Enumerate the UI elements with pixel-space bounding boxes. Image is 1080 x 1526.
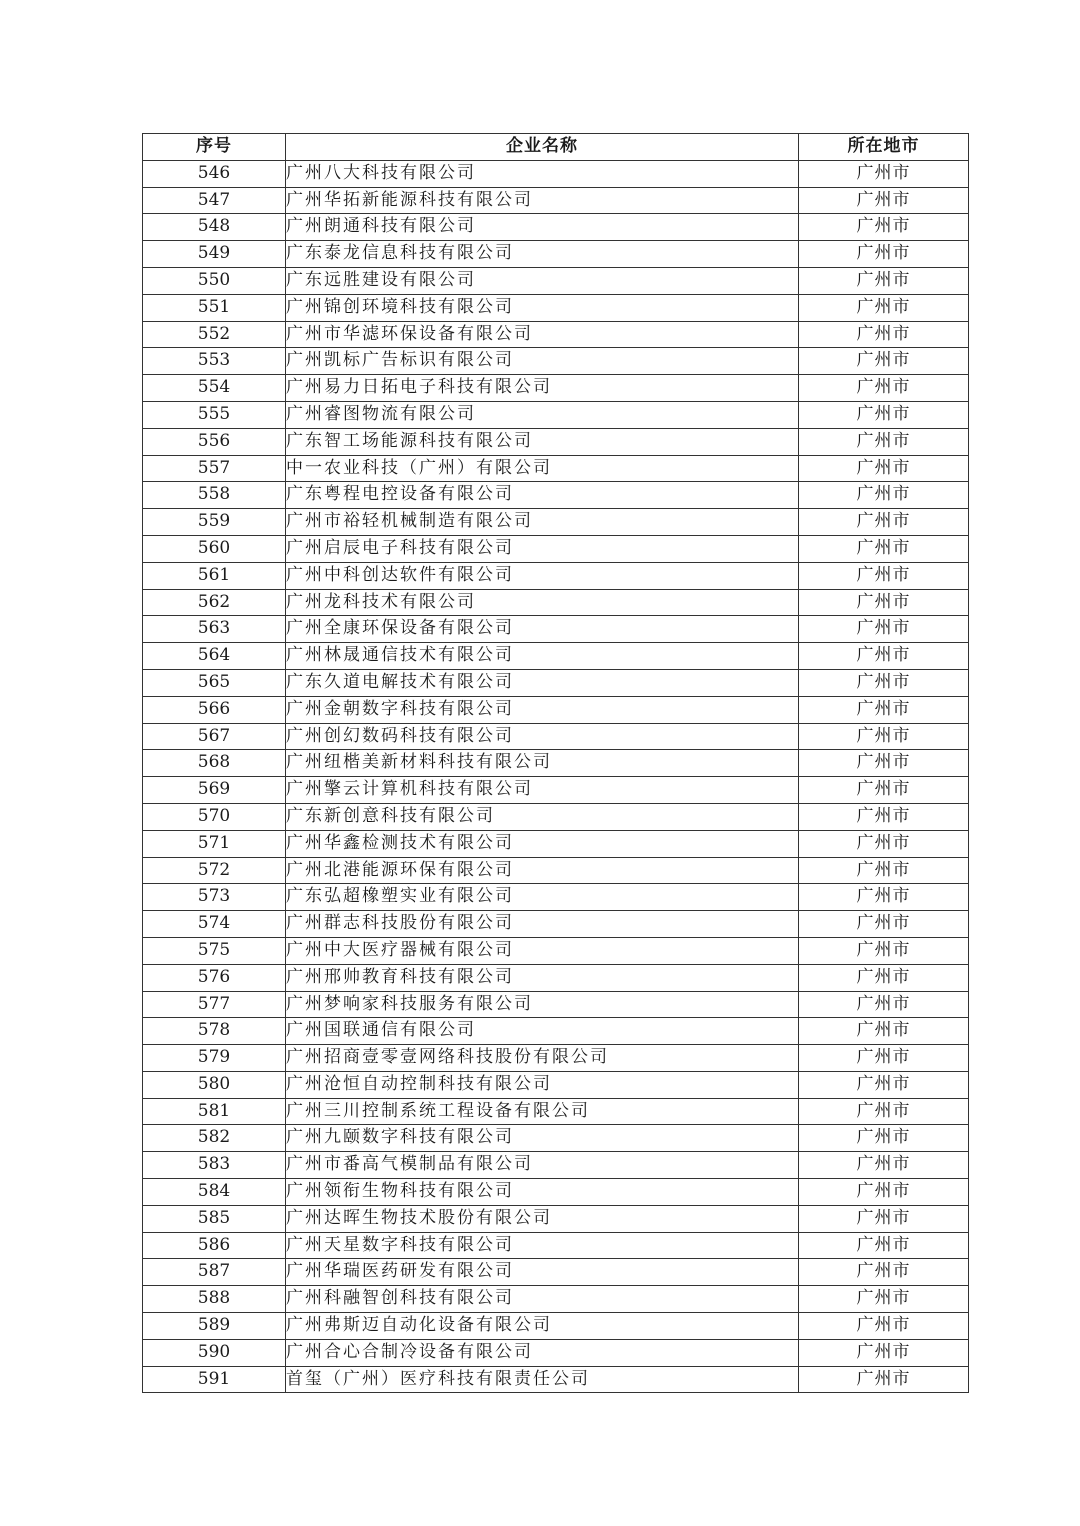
row-company-name-cell: 广州锦创环境科技有限公司: [286, 294, 799, 321]
header-city: 所在地市: [799, 134, 969, 161]
enterprise-table: [142, 133, 969, 1393]
row-city-cell: 广州市: [799, 911, 969, 938]
table-row: [143, 321, 969, 348]
row-company-name-cell: 广东新创意科技有限公司: [286, 803, 799, 830]
row-seq-cell: 561: [143, 562, 286, 589]
row-company-name-cell: 广州金朝数字科技有限公司: [286, 696, 799, 723]
row-company-name-cell: 广州中科创达软件有限公司: [286, 562, 799, 589]
row-seq-cell: 555: [143, 401, 286, 428]
row-seq-cell: 552: [143, 321, 286, 348]
row-company-name-cell: 广州合心合制冷设备有限公司: [286, 1339, 799, 1366]
row-city-cell: 广州市: [799, 1125, 969, 1152]
row-city-cell: 广州市: [799, 187, 969, 214]
row-company-name-cell: 广州沧恒自动控制科技有限公司: [286, 1071, 799, 1098]
table-row: [143, 696, 969, 723]
row-seq-cell: 573: [143, 884, 286, 911]
row-company-name-cell: 广州易力日拓电子科技有限公司: [286, 375, 799, 402]
row-city-cell: 广州市: [799, 160, 969, 187]
row-city-cell: 广州市: [799, 616, 969, 643]
row-city-cell: 广州市: [799, 830, 969, 857]
row-seq-cell: 558: [143, 482, 286, 509]
row-city-cell: 广州市: [799, 669, 969, 696]
row-company-name-cell: 广州邢帅教育科技有限公司: [286, 964, 799, 991]
row-seq-cell: 587: [143, 1259, 286, 1286]
row-city-cell: 广州市: [799, 1098, 969, 1125]
row-company-name-cell: 广州华瑞医药研发有限公司: [286, 1259, 799, 1286]
row-seq-cell: 579: [143, 1045, 286, 1072]
row-seq-cell: 550: [143, 267, 286, 294]
row-seq-cell: 565: [143, 669, 286, 696]
row-company-name-cell: 首玺（广州）医疗科技有限责任公司: [286, 1366, 799, 1393]
row-city-cell: 广州市: [799, 937, 969, 964]
table-row: [143, 1098, 969, 1125]
row-city-cell: 广州市: [799, 348, 969, 375]
row-seq-cell: 583: [143, 1152, 286, 1179]
row-seq-cell: 571: [143, 830, 286, 857]
row-company-name-cell: 广州龙科技术有限公司: [286, 589, 799, 616]
row-company-name-cell: 广东远胜建设有限公司: [286, 267, 799, 294]
row-city-cell: 广州市: [799, 696, 969, 723]
row-company-name-cell: 广州启辰电子科技有限公司: [286, 535, 799, 562]
row-seq-cell: 590: [143, 1339, 286, 1366]
table-row: [143, 1259, 969, 1286]
row-seq-cell: 580: [143, 1071, 286, 1098]
table-body: [143, 160, 969, 1393]
row-seq-cell: 548: [143, 214, 286, 241]
row-company-name-cell: 广州擎云计算机科技有限公司: [286, 777, 799, 804]
row-seq-cell: 546: [143, 160, 286, 187]
row-company-name-cell: 广州北港能源环保有限公司: [286, 857, 799, 884]
table-row: [143, 777, 969, 804]
row-city-cell: 广州市: [799, 857, 969, 884]
row-city-cell: 广州市: [799, 1179, 969, 1206]
header-row: [143, 134, 969, 161]
table-row: [143, 160, 969, 187]
row-seq-cell: 582: [143, 1125, 286, 1152]
table-row: [143, 1071, 969, 1098]
row-city-cell: 广州市: [799, 267, 969, 294]
table-row: [143, 214, 969, 241]
row-seq-cell: 551: [143, 294, 286, 321]
row-company-name-cell: 广州华鑫检测技术有限公司: [286, 830, 799, 857]
row-seq-cell: 553: [143, 348, 286, 375]
table-row: [143, 348, 969, 375]
row-seq-cell: 572: [143, 857, 286, 884]
row-city-cell: 广州市: [799, 723, 969, 750]
row-company-name-cell: 广州领衔生物科技有限公司: [286, 1179, 799, 1206]
row-city-cell: 广州市: [799, 964, 969, 991]
row-seq-cell: 576: [143, 964, 286, 991]
row-seq-cell: 563: [143, 616, 286, 643]
row-company-name-cell: 广州华拓新能源科技有限公司: [286, 187, 799, 214]
row-company-name-cell: 广州中大医疗器械有限公司: [286, 937, 799, 964]
row-company-name-cell: 广州全康环保设备有限公司: [286, 616, 799, 643]
row-city-cell: 广州市: [799, 991, 969, 1018]
row-city-cell: 广州市: [799, 321, 969, 348]
row-company-name-cell: 广州国联通信有限公司: [286, 1018, 799, 1045]
row-seq-cell: 557: [143, 455, 286, 482]
row-company-name-cell: 广州睿图物流有限公司: [286, 401, 799, 428]
row-seq-cell: 584: [143, 1179, 286, 1206]
row-city-cell: 广州市: [799, 1018, 969, 1045]
row-seq-cell: 575: [143, 937, 286, 964]
row-city-cell: 广州市: [799, 401, 969, 428]
table-row: [143, 857, 969, 884]
table-row: [143, 884, 969, 911]
row-company-name-cell: 广州弗斯迈自动化设备有限公司: [286, 1313, 799, 1340]
row-seq-cell: 581: [143, 1098, 286, 1125]
row-seq-cell: 567: [143, 723, 286, 750]
row-company-name-cell: 广州市番高气模制品有限公司: [286, 1152, 799, 1179]
row-company-name-cell: 广州林晟通信技术有限公司: [286, 643, 799, 670]
row-city-cell: 广州市: [799, 643, 969, 670]
table-row: [143, 1125, 969, 1152]
row-city-cell: 广州市: [799, 1152, 969, 1179]
row-company-name-cell: 中一农业科技（广州）有限公司: [286, 455, 799, 482]
table-row: [143, 669, 969, 696]
row-city-cell: 广州市: [799, 777, 969, 804]
row-city-cell: 广州市: [799, 428, 969, 455]
table-row: [143, 964, 969, 991]
row-city-cell: 广州市: [799, 455, 969, 482]
row-company-name-cell: 广州天星数字科技有限公司: [286, 1232, 799, 1259]
row-seq-cell: 549: [143, 241, 286, 268]
row-city-cell: 广州市: [799, 589, 969, 616]
row-company-name-cell: 广州朗通科技有限公司: [286, 214, 799, 241]
row-seq-cell: 547: [143, 187, 286, 214]
row-company-name-cell: 广州九颐数字科技有限公司: [286, 1125, 799, 1152]
table-row: [143, 616, 969, 643]
row-city-cell: 广州市: [799, 482, 969, 509]
row-seq-cell: 566: [143, 696, 286, 723]
table-row: [143, 911, 969, 938]
row-seq-cell: 562: [143, 589, 286, 616]
row-company-name-cell: 广州市裕轻机械制造有限公司: [286, 509, 799, 536]
header-seq: 序号: [143, 134, 286, 161]
table-row: [143, 401, 969, 428]
table-row: [143, 241, 969, 268]
table-row: [143, 830, 969, 857]
row-company-name-cell: 广州八大科技有限公司: [286, 160, 799, 187]
table-row: [143, 643, 969, 670]
row-city-cell: 广州市: [799, 509, 969, 536]
table-row: [143, 562, 969, 589]
table-row: [143, 1205, 969, 1232]
row-seq-cell: 589: [143, 1313, 286, 1340]
row-seq-cell: 585: [143, 1205, 286, 1232]
table-row: [143, 1286, 969, 1313]
table-row: [143, 589, 969, 616]
row-seq-cell: 554: [143, 375, 286, 402]
row-company-name-cell: 广州招商壹零壹网络科技股份有限公司: [286, 1045, 799, 1072]
table-header: [143, 134, 969, 161]
row-city-cell: 广州市: [799, 1045, 969, 1072]
row-company-name-cell: 广州群志科技股份有限公司: [286, 911, 799, 938]
row-city-cell: 广州市: [799, 1339, 969, 1366]
row-city-cell: 广州市: [799, 750, 969, 777]
row-city-cell: 广州市: [799, 803, 969, 830]
table-row: [143, 1152, 969, 1179]
row-city-cell: 广州市: [799, 535, 969, 562]
row-seq-cell: 568: [143, 750, 286, 777]
table-row: [143, 535, 969, 562]
row-seq-cell: 569: [143, 777, 286, 804]
table-row: [143, 482, 969, 509]
table-row: [143, 1018, 969, 1045]
row-company-name-cell: 广东久道电解技术有限公司: [286, 669, 799, 696]
row-city-cell: 广州市: [799, 1232, 969, 1259]
row-company-name-cell: 广州纽楷美新材料科技有限公司: [286, 750, 799, 777]
row-city-cell: 广州市: [799, 1259, 969, 1286]
row-city-cell: 广州市: [799, 375, 969, 402]
row-company-name-cell: 广州创幻数码科技有限公司: [286, 723, 799, 750]
table-row: [143, 1366, 969, 1393]
table-row: [143, 1179, 969, 1206]
row-city-cell: 广州市: [799, 241, 969, 268]
row-city-cell: 广州市: [799, 1286, 969, 1313]
row-seq-cell: 560: [143, 535, 286, 562]
row-city-cell: 广州市: [799, 884, 969, 911]
row-company-name-cell: 广东泰龙信息科技有限公司: [286, 241, 799, 268]
row-seq-cell: 556: [143, 428, 286, 455]
row-seq-cell: 586: [143, 1232, 286, 1259]
row-seq-cell: 577: [143, 991, 286, 1018]
row-city-cell: 广州市: [799, 1205, 969, 1232]
table-row: [143, 937, 969, 964]
row-city-cell: 广州市: [799, 562, 969, 589]
row-company-name-cell: 广东粤程电控设备有限公司: [286, 482, 799, 509]
row-seq-cell: 591: [143, 1366, 286, 1393]
header-name: 企业名称: [286, 134, 799, 161]
row-city-cell: 广州市: [799, 214, 969, 241]
table-row: [143, 1232, 969, 1259]
row-city-cell: 广州市: [799, 1071, 969, 1098]
table-row: [143, 375, 969, 402]
table-row: [143, 1045, 969, 1072]
row-company-name-cell: 广东弘超橡塑实业有限公司: [286, 884, 799, 911]
table-row: [143, 723, 969, 750]
row-company-name-cell: 广州达晖生物技术股份有限公司: [286, 1205, 799, 1232]
table-row: [143, 991, 969, 1018]
row-city-cell: 广州市: [799, 1366, 969, 1393]
table-row: [143, 455, 969, 482]
table-row: [143, 267, 969, 294]
row-company-name-cell: 广东智工场能源科技有限公司: [286, 428, 799, 455]
row-company-name-cell: 广州科融智创科技有限公司: [286, 1286, 799, 1313]
row-company-name-cell: 广州梦响家科技服务有限公司: [286, 991, 799, 1018]
table-row: [143, 1339, 969, 1366]
row-seq-cell: 564: [143, 643, 286, 670]
row-company-name-cell: 广州三川控制系统工程设备有限公司: [286, 1098, 799, 1125]
row-seq-cell: 574: [143, 911, 286, 938]
row-seq-cell: 578: [143, 1018, 286, 1045]
table-row: [143, 509, 969, 536]
table-row: [143, 294, 969, 321]
row-seq-cell: 570: [143, 803, 286, 830]
row-city-cell: 广州市: [799, 1313, 969, 1340]
table-row: [143, 750, 969, 777]
row-city-cell: 广州市: [799, 294, 969, 321]
table-row: [143, 187, 969, 214]
row-company-name-cell: 广州市华滤环保设备有限公司: [286, 321, 799, 348]
table-row: [143, 1313, 969, 1340]
row-seq-cell: 588: [143, 1286, 286, 1313]
table-row: [143, 428, 969, 455]
table-row: [143, 803, 969, 830]
row-company-name-cell: 广州凯标广告标识有限公司: [286, 348, 799, 375]
row-seq-cell: 559: [143, 509, 286, 536]
